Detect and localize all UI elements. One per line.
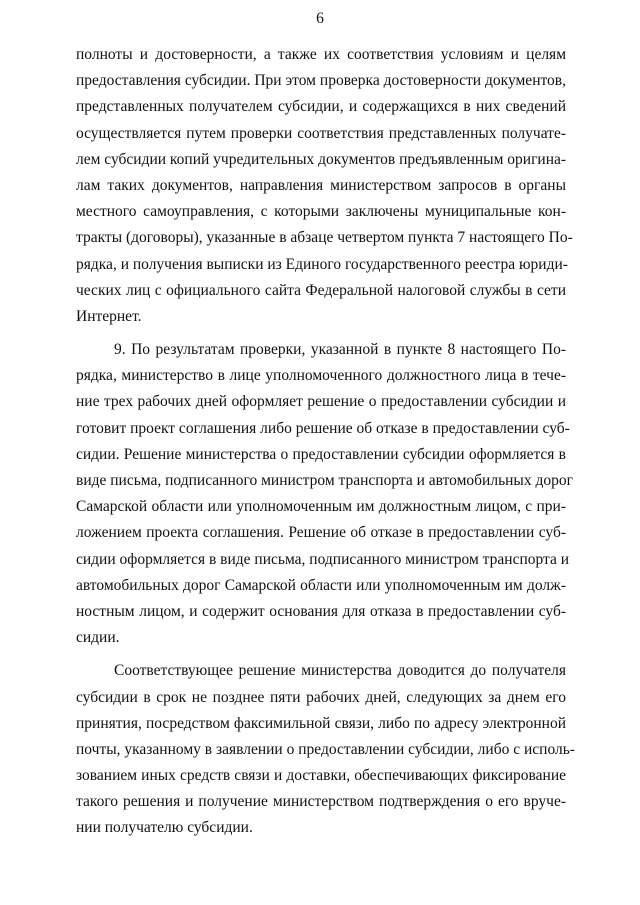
text-line: ложением проекта соглашения. Решение об отказе в предоставлении суб- [76,524,566,542]
paragraph-2 [76,337,573,651]
text-line: субсидии в срок не позднее пяти рабочих дней, следующих за днем его [76,688,566,706]
paragraph-gap [76,330,566,337]
text-line: сидии. [76,629,120,647]
text-line: ностным лицом, и содержит основания для отказа в предоставлении суб- [76,602,566,620]
text-line: 9. По результатам проверки, указанной в пункте 8 настоящего По- [114,341,566,359]
paragraph-gap [76,651,566,658]
text-line: местного самоуправления, с которыми заключены муниципальные кон- [76,203,566,221]
text-line: полноты и достоверности, а также их соответствия условиям и целям [76,46,566,63]
text-line: Самарской области или уполномоченным им должностным лицом, с при- [76,498,566,516]
text-line: предоставления субсидии. При этом проверка достоверности документов, [76,72,566,90]
text-line: зованием иных средств связи и доставки, обеспечивающих фиксирование [76,767,566,785]
text-line: Интернет. [76,307,142,325]
text-line: тракты (договоры), указанные в абзаце четвертом пункта 7 настоящего По- [76,229,573,247]
text-line: сидии оформляется в виде письма, подписанного министром транспорта и [76,550,570,568]
text-line: рядка, министерство в лице уполномоченного должностного лица в тече- [76,367,566,385]
text-line: сидии. Решение министерства о предоставлении субсидии оформляется в [76,445,566,463]
text-line: готовит проект соглашения либо решение об отказе в предоставлении суб- [76,419,570,437]
page-number: 6 [316,10,324,27]
text-line: принятия, посредством факсимильной связи, либо по адресу электронной [76,714,566,732]
text-line: ние трех рабочих дней оформляет решение о предоставлении субсидии и [76,393,566,411]
paragraph-3 [76,658,575,841]
text-line: представленных получателем субсидии, и содержащихся в них сведений [76,98,566,116]
text-line: нии получателю субсидии. [76,819,253,837]
text-line: ческих лиц с официального сайта Федеральной налоговой службы в сети [76,281,566,299]
text-line: виде письма, подписанного министром транспорта и автомобильных дорог [76,472,573,489]
text-line: лам таких документов, направления министерством запросов в органы [76,176,566,194]
text-line: автомобильных дорог Самарской области или уполномоченным им долж- [76,576,566,594]
text-line: такого решения и получение министерством подтверждения о его вруче- [76,793,566,811]
paragraph-1 [76,42,573,330]
text-line: рядка, и получения выписки из Единого государственного реестра юриди- [76,255,568,273]
text-line: осуществляется путем проверки соответствия представленных получате- [76,124,566,142]
text-line: почты, указанному в заявлении о предоставлении субсидии, либо с исполь- [76,740,575,758]
text-line: Соответствующее решение министерства доводится до получателя [114,662,566,680]
text-line: лем субсидии копий учредительных документов предъявленным оригина- [76,150,567,168]
body-text [76,42,575,842]
